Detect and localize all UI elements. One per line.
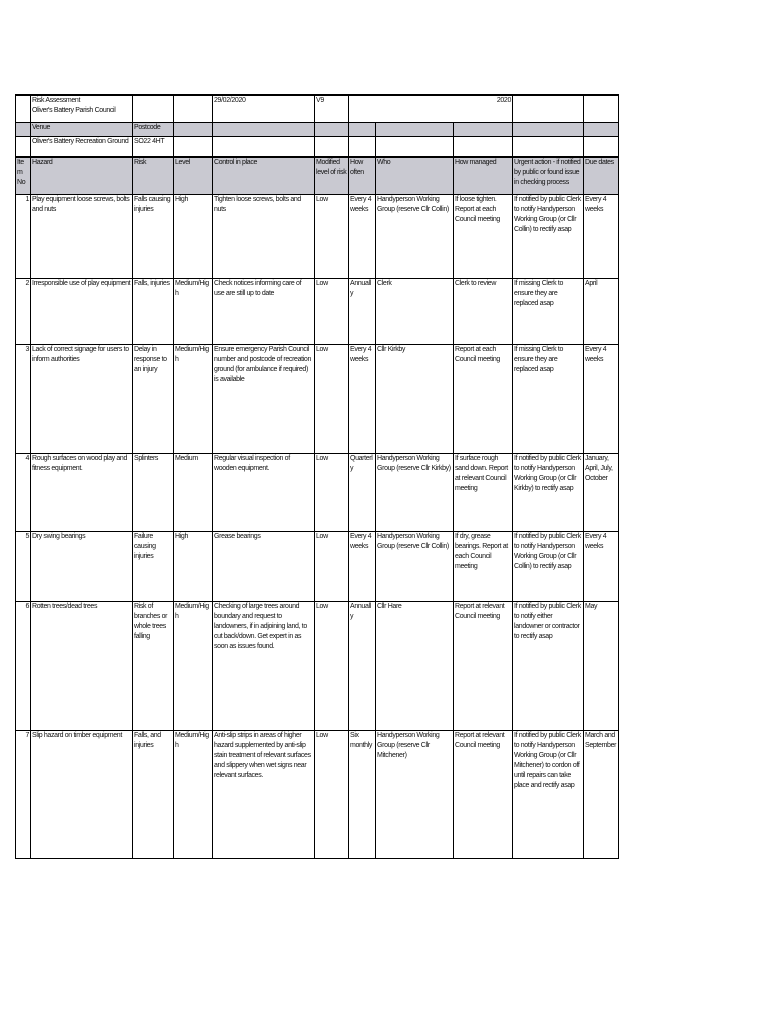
- cell-urgent: If notified by public Clerk to notify Handyperson Working Group (or Cllr Kirkby) to rectify asap: [513, 454, 584, 532]
- cell-who: Cllr Hare: [376, 602, 454, 731]
- cell-who: Cllr Kirkby: [376, 345, 454, 454]
- cell-hazard: Rotten trees/dead trees: [31, 602, 133, 731]
- cell-how-often: Every 4 weeks: [349, 345, 376, 454]
- empty-cell: [213, 123, 315, 137]
- empty-cell: [16, 123, 31, 137]
- empty-cell: [349, 123, 376, 137]
- version-cell: V9: [315, 95, 349, 123]
- empty-cell: [584, 137, 619, 158]
- cell-control: Grease bearings: [213, 532, 315, 602]
- cell-level: High: [174, 195, 213, 279]
- cell-who: Handyperson Working Group (reserve Cllr Collin): [376, 532, 454, 602]
- cell-control: Check notices informing care of use are still up to date: [213, 279, 315, 345]
- cell-level: Medium/High: [174, 279, 213, 345]
- cell-who: Handyperson Working Group (reserve Cllr Mitchener): [376, 731, 454, 859]
- table-row: [16, 345, 619, 454]
- venue-label-row: [16, 123, 619, 137]
- empty-cell: [584, 95, 619, 123]
- cell-due: May: [584, 602, 619, 731]
- empty-cell: [513, 95, 584, 123]
- col-header-urgent: Urgent action - if notified by public or found issue in checking process: [513, 157, 584, 195]
- cell-how-managed: Report at relevant Council meeting: [454, 602, 513, 731]
- cell-how-managed: If surface rough sand down. Report at relevant Council meeting: [454, 454, 513, 532]
- cell-item-no: 5: [16, 532, 31, 602]
- cell-control: Anti-slip strips in areas of higher hazard supplemented by anti-slip stain treatment of relevant surfaces and slippery when wet signs near relevant surfaces.: [213, 731, 315, 859]
- cell-urgent: If missing Clerk to ensure they are replaced asap: [513, 345, 584, 454]
- cell-due: April: [584, 279, 619, 345]
- col-header-risk: Risk: [133, 157, 174, 195]
- cell-item-no: 4: [16, 454, 31, 532]
- title-line-2: Oliver's Battery Parish Council: [32, 107, 116, 114]
- title-cell: [31, 95, 133, 123]
- cell-due: Every 4 weeks: [584, 195, 619, 279]
- cell-urgent: If notified by public Clerk to notify Handyperson Working Group (or Cllr Mitchener) to cordon off until repairs can take place and rectify asap: [513, 731, 584, 859]
- cell-how-managed: Clerk to review: [454, 279, 513, 345]
- cell-modified: Low: [315, 731, 349, 859]
- cell-modified: Low: [315, 345, 349, 454]
- cell-hazard: Rough surfaces on wood play and fitness equipment.: [31, 454, 133, 532]
- cell-level: Medium/High: [174, 345, 213, 454]
- col-header-due: Due dates: [584, 157, 619, 195]
- empty-cell: [315, 137, 349, 158]
- meta-row: [16, 95, 619, 123]
- empty-cell: [16, 137, 31, 158]
- cell-item-no: 3: [16, 345, 31, 454]
- cell-how-often: Annually: [349, 602, 376, 731]
- cell-risk: Delay in response to an injury: [133, 345, 174, 454]
- cell-who: Handyperson Working Group (reserve Cllr Kirkby): [376, 454, 454, 532]
- col-header-level: Level: [174, 157, 213, 195]
- cell-risk: Falls causing injuries: [133, 195, 174, 279]
- empty-cell: [349, 137, 376, 158]
- empty-cell: [174, 95, 213, 123]
- col-header-control: Control in place: [213, 157, 315, 195]
- cell-level: Medium/High: [174, 731, 213, 859]
- cell-hazard: Lack of correct signage for users to inform authorities: [31, 345, 133, 454]
- cell-control: Checking of large trees around boundary and request to landowners, if in adjoining land, to cut back/down. Get expert in as soon as issues found.: [213, 602, 315, 731]
- empty-cell: [376, 123, 454, 137]
- title-line-1: Risk Assessment: [32, 97, 81, 104]
- empty-cell: [454, 123, 513, 137]
- table-row: [16, 731, 619, 859]
- cell-urgent: If notified by public Clerk to notify Handyperson Working Group (or Cllr Collin) to rectify asap: [513, 195, 584, 279]
- cell-urgent: If notified by public Clerk to notify Handyperson Working Group (or Cllr Collin) to rectify asap: [513, 532, 584, 602]
- col-header-who: Who: [376, 157, 454, 195]
- cell-due: January, April, July, October: [584, 454, 619, 532]
- cell-hazard: Play equipment loose screws, bolts and nuts: [31, 195, 133, 279]
- cell-control: Regular visual inspection of wooden equipment.: [213, 454, 315, 532]
- cell-how-often: Every 4 weeks: [349, 532, 376, 602]
- cell-who: Handyperson Working Group (reserve Cllr Collin): [376, 195, 454, 279]
- empty-cell: [584, 123, 619, 137]
- cell-how-managed: If dry, grease bearings. Report at each Council meeting: [454, 532, 513, 602]
- col-header-item-no: Item No: [16, 157, 31, 195]
- cell-level: Medium/High: [174, 602, 213, 731]
- cell-how-often: Six monthly: [349, 731, 376, 859]
- postcode-label: Postcode: [133, 123, 174, 137]
- cell-hazard: Slip hazard on timber equipment: [31, 731, 133, 859]
- table-row: [16, 532, 619, 602]
- venue-value-row: [16, 137, 619, 158]
- cell-due: Every 4 weeks: [584, 345, 619, 454]
- cell-risk: Failure causing injuries: [133, 532, 174, 602]
- venue-value: Oliver's Battery Recreation Ground: [31, 137, 133, 158]
- cell-item-no: 1: [16, 195, 31, 279]
- cell-how-often: Quarterly: [349, 454, 376, 532]
- cell-level: High: [174, 532, 213, 602]
- risk-assessment-table: [15, 94, 619, 859]
- cell-modified: Low: [315, 454, 349, 532]
- cell-item-no: 6: [16, 602, 31, 731]
- cell-how-often: Every 4 weeks: [349, 195, 376, 279]
- cell-item-no: 2: [16, 279, 31, 345]
- empty-cell: [174, 137, 213, 158]
- year-cell: 2020: [349, 95, 513, 123]
- empty-cell: [454, 137, 513, 158]
- cell-due: Every 4 weeks: [584, 532, 619, 602]
- table-row: [16, 602, 619, 731]
- table-row: [16, 195, 619, 279]
- empty-cell: [174, 123, 213, 137]
- header-row: [16, 157, 619, 195]
- cell-due: March and September: [584, 731, 619, 859]
- empty-cell: [213, 137, 315, 158]
- cell-risk: Risk of branches or whole trees falling: [133, 602, 174, 731]
- cell-modified: Low: [315, 602, 349, 731]
- empty-cell: [16, 95, 31, 123]
- cell-modified: Low: [315, 195, 349, 279]
- col-header-hazard: Hazard: [31, 157, 133, 195]
- col-header-how-managed: How managed: [454, 157, 513, 195]
- cell-hazard: Irresponsible use of play equipment: [31, 279, 133, 345]
- cell-urgent: If notified by public Clerk to notify either landowner or contractor to rectify asap: [513, 602, 584, 731]
- cell-risk: Falls, and injuries: [133, 731, 174, 859]
- cell-risk: Falls, injuries: [133, 279, 174, 345]
- empty-cell: [376, 137, 454, 158]
- cell-how-often: Annually: [349, 279, 376, 345]
- date-cell: 29/02/2020: [213, 95, 315, 123]
- cell-modified: Low: [315, 279, 349, 345]
- postcode-value: SO22 4HT: [133, 137, 174, 158]
- venue-label: Venue: [31, 123, 133, 137]
- empty-cell: [315, 123, 349, 137]
- col-header-modified: Modified level of risk: [315, 157, 349, 195]
- col-header-how-often: How often: [349, 157, 376, 195]
- empty-cell: [133, 95, 174, 123]
- cell-how-managed: Report at relevant Council meeting: [454, 731, 513, 859]
- cell-modified: Low: [315, 532, 349, 602]
- cell-how-managed: If loose tighten. Report at each Council meeting: [454, 195, 513, 279]
- empty-cell: [513, 137, 584, 158]
- cell-who: Clerk: [376, 279, 454, 345]
- table-row: [16, 279, 619, 345]
- empty-cell: [513, 123, 584, 137]
- cell-urgent: If missing Clerk to ensure they are replaced asap: [513, 279, 584, 345]
- cell-item-no: 7: [16, 731, 31, 859]
- cell-risk: Splinters: [133, 454, 174, 532]
- table-row: [16, 454, 619, 532]
- cell-hazard: Dry swing bearings: [31, 532, 133, 602]
- cell-level: Medium: [174, 454, 213, 532]
- cell-how-managed: Report at each Council meeting: [454, 345, 513, 454]
- cell-control: Ensure emergency Parish Council number and postcode of recreation ground (for ambulance if required) is available: [213, 345, 315, 454]
- cell-control: Tighten loose screws, bolts and nuts: [213, 195, 315, 279]
